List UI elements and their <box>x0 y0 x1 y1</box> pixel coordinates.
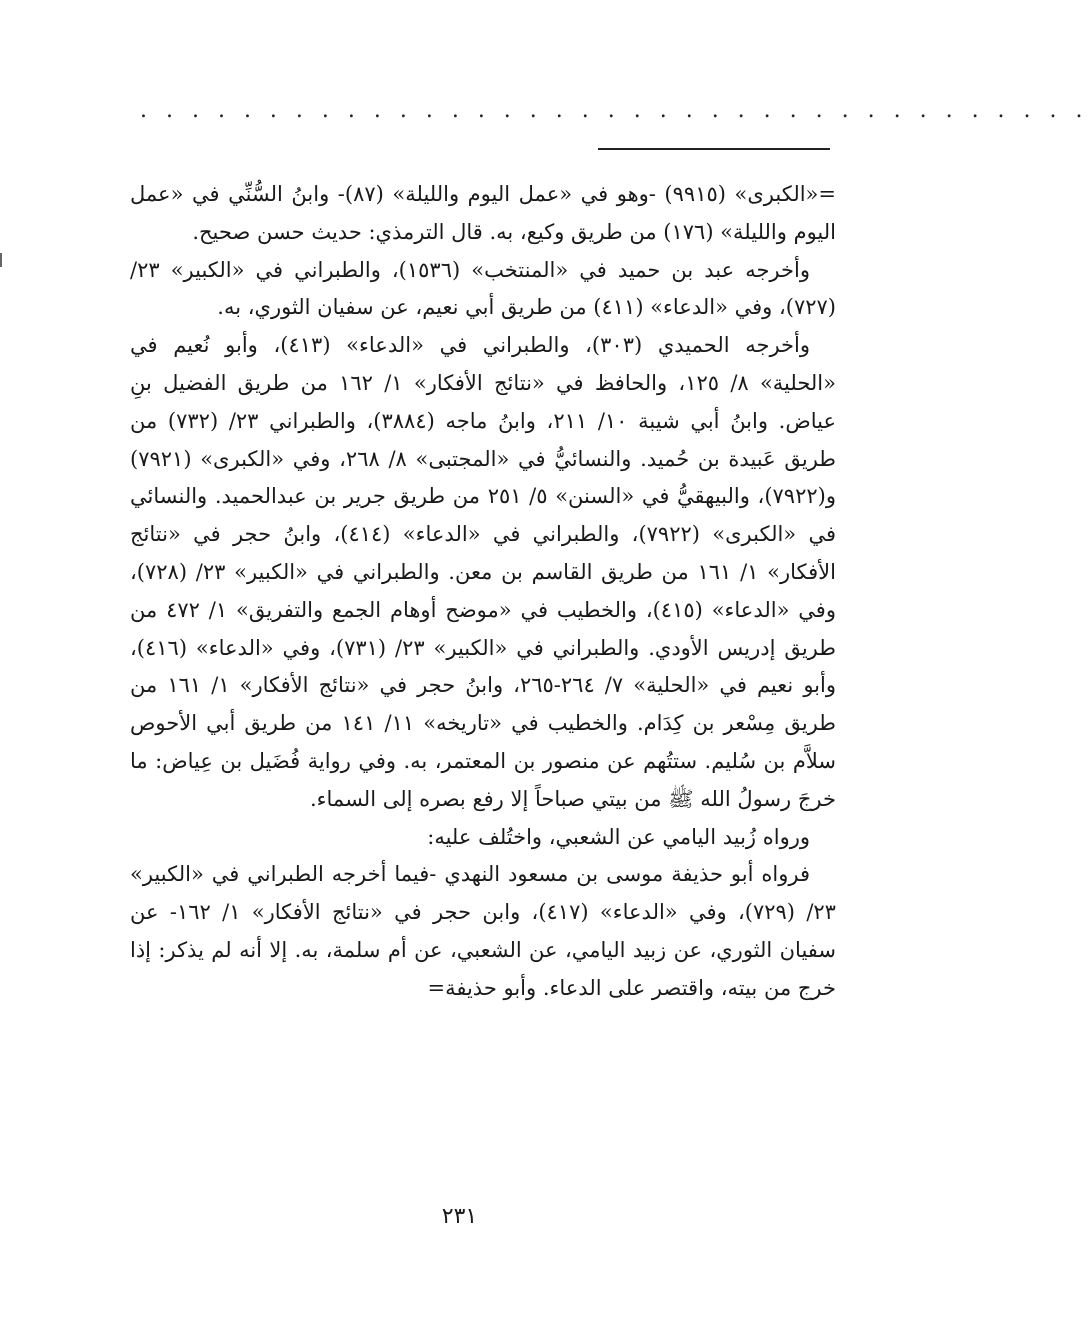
paragraph-humaidi: وأخرجه الحميدي (٣٠٣)، والطبراني في «الدعاء» (٤١٣)، وأبو نُعيم في «الحلية» ٨/ ١٢٥، والحافظ في «نتائج الأفكار» ١/ ١٦٢ من طريق الفضيل بنِ عياض. وابنُ أبي شيبة ١٠/ ٢١١، وابنُ ماجه (٣٨٨٤)، والطبراني ٢٣/ (٧٣٢) من طريق عَبيدة بن حُميد. والنسائيُّ في «المجتبى» ٨/ ٢٦٨، وفي «الكبرى» (٧٩٢١) و(٧٩٢٢)، والبيهقيُّ في «السنن» ٥/ ٢٥١ من طريق جرير بن عبدالحميد. والنسائي في «الكبرى» (٧٩٢٢)، والطبراني في «الدعاء» (٤١٤)، وابنُ حجر في «نتائج الأفكار» ١/ ١٦١ من طريق القاسم بن معن. والطبراني في «الكبير» ٢٣/ (٧٢٨)، وفي «الدعاء» (٤١٥)، والخطيب في «موضح أوهام الجمع والتفريق» ١/ ٤٧٢ من طريق إدريس الأودي. والطبراني في «الكبير» ٢٣/ (٧٣١)، وفي «الدعاء» (٤١٦)، وأبو نعيم في «الحلية» ٧/ ٢٦٤-٢٦٥، وابنُ حجر في «نتائج الأفكار» ١/ ١٦١ من طريق مِسْعر بن كِدَام. والخطيب في «تاريخه» ١١/ ١٤١ من طريق أبي الأحوص سلاَّم بن سُليم. ستتُهم عن منصور بن المعتمر، به. وفي رواية فُضَيل بن عِياض: ما خرجَ رسولُ الله ﷺ من بيتي صباحاً إلا رفع بصره إلى السماء. <box>130 333 836 811</box>
footnote-separator-rule <box>598 148 830 150</box>
page-number: ٢٣١ <box>441 1204 478 1229</box>
paragraph-abd-ibn-humaid: وأخرجه عبد بن حميد في «المنتخب» (١٥٣٦)، والطبراني في «الكبير» ٢٣/ (٧٢٧)، وفي «الدعاء» (٤١١) من طريق أبي نعيم، عن سفيان الثوري، به. <box>130 257 836 320</box>
paragraph-continuation: =«الكبرى» (٩٩١٥) -وهو في «عمل اليوم والليلة» (٨٧)- وابنُ السُّنِّي في «عمل اليوم والليلة» (١٧٦) من طريق وكيع، به. قال الترمذي: حديث حسن صحيح. <box>130 182 836 244</box>
footnote-separator-dots: . . . . . . . . . . . . . . . . . . . . . . . . . . . . . . . . . . . . . <box>140 98 1089 123</box>
paragraph-zubaid: ورواه زُبيد اليامي عن الشعبي، واختُلف عليه: <box>427 824 810 849</box>
footnote-text <box>130 176 836 1008</box>
paragraph-abu-hudhaifa: فرواه أبو حذيفة موسى بن مسعود النهدي -فيما أخرجه الطبراني في «الكبير» ٢٣/ (٧٢٩)، وفي «الدعاء» (٤١٧)، وابن حجر في «نتائج الأفكار» ١/ ١٦٢- عن سفيان الثوري، عن زبيد اليامي، عن الشعبي، عن أم سلمة، به. إلا أنه لم يذكر: إذا خرج من بيته، واقتصر على الدعاء. وأبو حذيفة= <box>130 862 836 1000</box>
margin-mark <box>0 253 2 267</box>
